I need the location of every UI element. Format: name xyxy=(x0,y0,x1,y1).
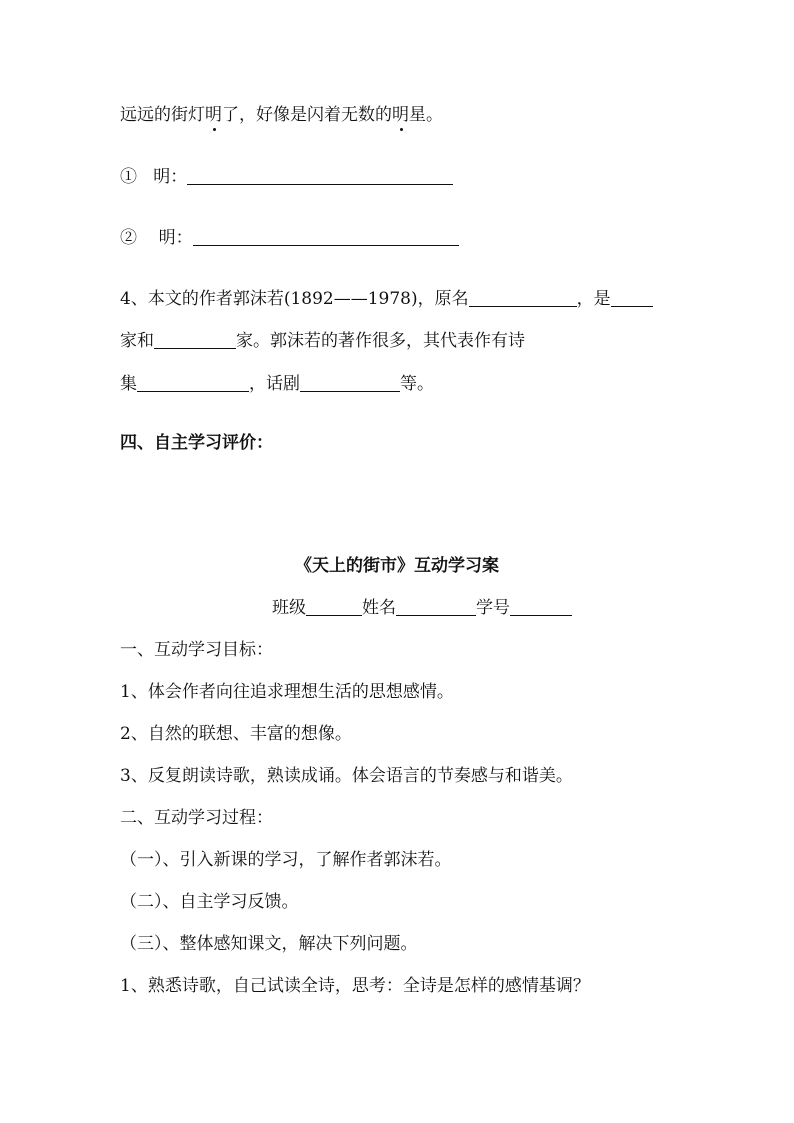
answer-blank[interactable] xyxy=(469,288,577,307)
process-step: （三）、整体感知课文，解决下列问题。 xyxy=(120,934,418,954)
class-blank[interactable] xyxy=(306,597,362,616)
item-2 xyxy=(120,227,459,249)
question-4-line-3 xyxy=(120,373,434,395)
goal-item: 2、自然的联想、丰富的想像。 xyxy=(120,724,352,744)
page-title: 《天上的街市》互动学习案 xyxy=(295,556,499,576)
answer-blank[interactable] xyxy=(154,330,236,349)
item-number: ② xyxy=(120,228,137,248)
number-blank[interactable] xyxy=(510,597,572,616)
question-text: 家。郭沫若的著作很多，其代表作有诗 xyxy=(236,331,525,351)
sentence-part: 星。 xyxy=(409,105,443,125)
question-text: ，话剧 xyxy=(249,374,300,394)
item-label: 明： xyxy=(158,228,193,248)
answer-blank[interactable] xyxy=(193,227,459,246)
answer-blank[interactable] xyxy=(137,373,249,392)
dotted-char: 明 xyxy=(205,105,222,125)
dotted-char: 明 xyxy=(392,105,409,125)
item-number: ① xyxy=(120,167,137,187)
name-label: 姓名 xyxy=(362,598,396,618)
question-4-line-1 xyxy=(120,288,653,310)
sentence-part: 了，好像是闪着无数的 xyxy=(222,105,392,125)
process-step: （一）、引入新课的学习，了解作者郭沫若。 xyxy=(120,850,452,870)
name-blank[interactable] xyxy=(396,597,476,616)
question-text: 等。 xyxy=(400,374,434,394)
question-text: 4、本文的作者郭沫若(1892——1978)，原名 xyxy=(120,289,469,309)
sentence-part: 远远的街灯 xyxy=(120,105,205,125)
process-step: （二）、自主学习反馈。 xyxy=(120,892,299,912)
section-4-heading: 四、自主学习评价： xyxy=(120,433,273,453)
student-info xyxy=(272,597,572,619)
answer-blank[interactable] xyxy=(300,373,400,392)
goals-heading: 一、互动学习目标： xyxy=(120,640,273,660)
goal-item: 3、反复朗读诗歌，熟读成诵。体会语言的节奏感与和谐美。 xyxy=(120,766,573,786)
answer-blank[interactable] xyxy=(187,166,453,185)
number-label: 学号 xyxy=(476,598,510,618)
question-text: ，是 xyxy=(576,289,611,309)
item-1 xyxy=(120,166,453,188)
class-label: 班级 xyxy=(272,598,306,618)
process-heading: 二、互动学习过程： xyxy=(120,808,273,828)
question-text: 家和 xyxy=(120,331,154,351)
question-1: 1、熟悉诗歌，自己试读全诗，思考：全诗是怎样的感情基调？ xyxy=(120,976,590,996)
question-4-line-2 xyxy=(120,330,525,352)
answer-blank[interactable] xyxy=(611,288,653,307)
question-text: 集 xyxy=(120,374,137,394)
example-sentence xyxy=(120,104,443,126)
item-label: 明： xyxy=(153,167,188,187)
goal-item: 1、体会作者向往追求理想生活的思想感情。 xyxy=(120,682,454,702)
